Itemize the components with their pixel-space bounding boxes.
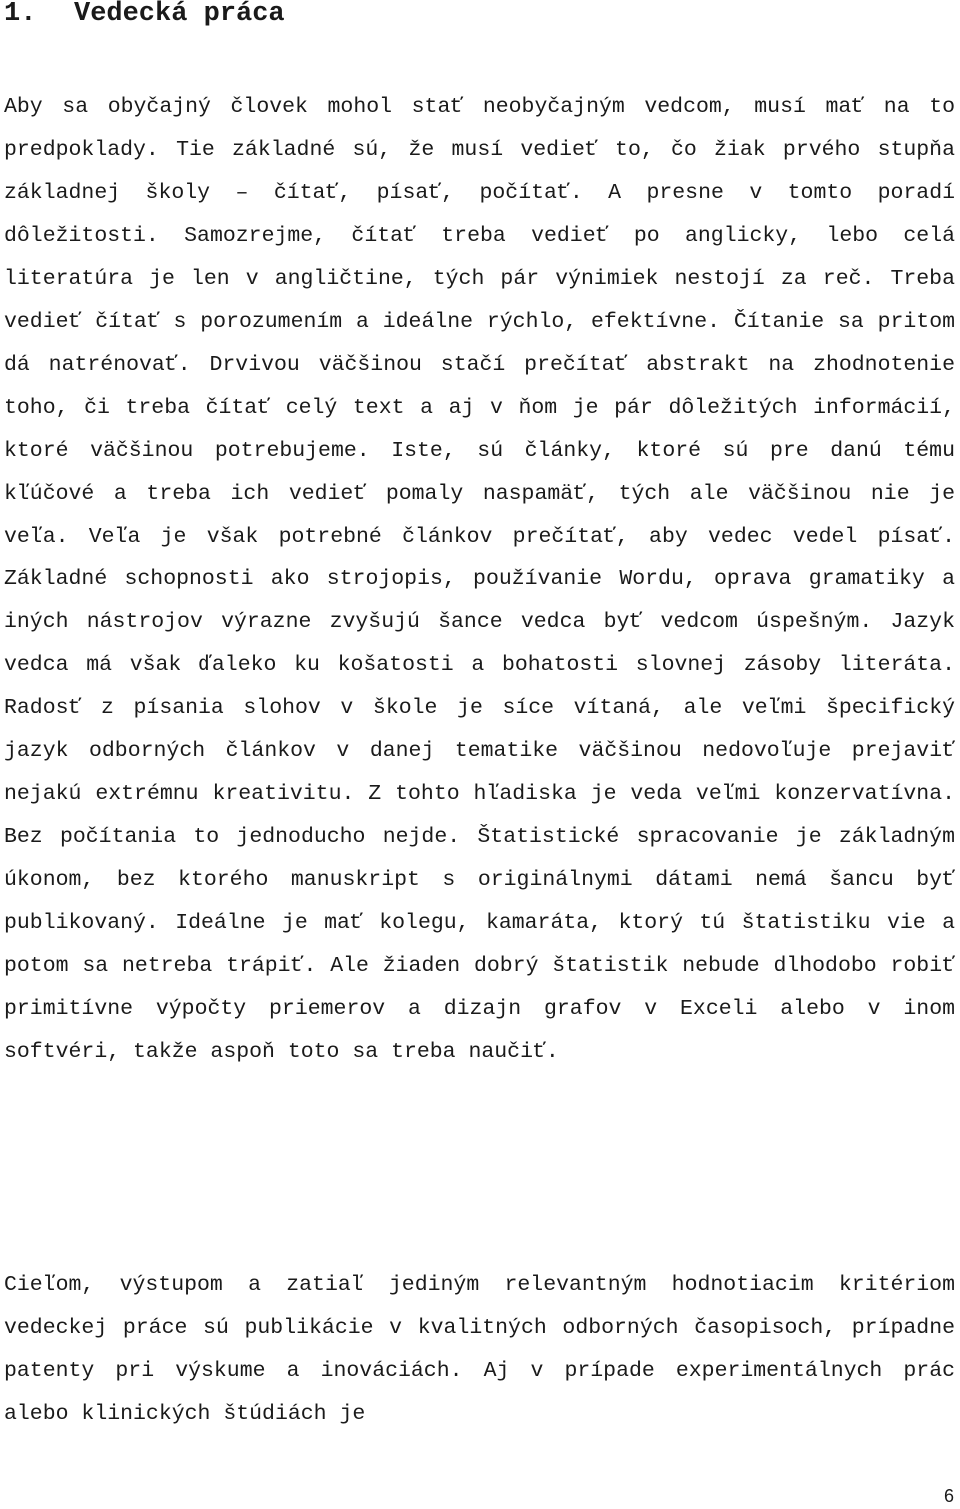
body-paragraph: Cieľom, výstupom a zatiaľ jediným relevantným hodnotiacim kritériom vedeckej práce sú publikácie v kvalitných odborných časopisoch, prípadne patenty pri výskume a inováciách. Aj v prípade experimentálnych prác alebo klinických štúdiách je — [4, 1273, 955, 1426]
page-number: 6 — [943, 1486, 954, 1506]
section-number: 1. — [4, 0, 37, 29]
section-heading — [4, 0, 285, 34]
section-title: Vedecká práca — [74, 0, 285, 29]
body-paragraph: Aby sa obyčajný človek mohol stať neobyčajným vedcom, musí mať na to predpoklady. Tie základné sú, že musí vedieť to, čo žiak prvého stupňa základnej školy – čítať, písať, počítať. A presne v tomto poradí dôležitosti. Samozrejme, čítať treba vedieť po anglicky, lebo celá literatúra je len v angličtine, tých pár výnimiek nestojí za reč. Treba vedieť čítať s porozumením a ideálne rýchlo, efektívne. Čítanie sa pritom dá natrénovať. Drvivou väčšinou stačí prečítať abstrakt na zhodnotenie toho, či treba čítať celý text a aj v ňom je pár dôležitých informácií, ktoré väčšinou potrebujeme. Iste, sú články, ktoré sú pre danú tému kľúčové a treba ich vedieť pomaly naspamäť, tých ale väčšinou nie je veľa. Veľa je však potrebné článkov prečítať, aby vedec vedel písať. Základné schopnosti ako strojopis, používanie Wordu, oprava gramatiky a iných nástrojov výrazne zvyšujú šance vedca byť vedcom úspešným. Jazyk vedca má však ďaleko ku košatosti a bohatosti slovnej zásoby literáta. Radosť z písania slohov v škole je síce vítaná, ale veľmi špecifický jazyk odborných článkov v danej tematike väčšinou nedovoľuje prejaviť nejakú extrémnu kreativitu. Z tohto hľadiska je veda veľmi konzervatívna. Bez počítania to jednoducho nejde. Štatistické spracovanie je základným úkonom, bez ktorého manuskript s originálnymi dátami nemá šancu byť publikovaný. Ideálne je mať kolegu, kamaráta, ktorý tú štatistiku vie a potom sa netreba trápiť. Ale žiaden dobrý štatistik nebude dlhodobo robiť primitívne výpočty priemerov a dizajn grafov v Exceli alebo v inom softvéri, takže aspoň toto sa treba naučiť. — [4, 95, 955, 1064]
